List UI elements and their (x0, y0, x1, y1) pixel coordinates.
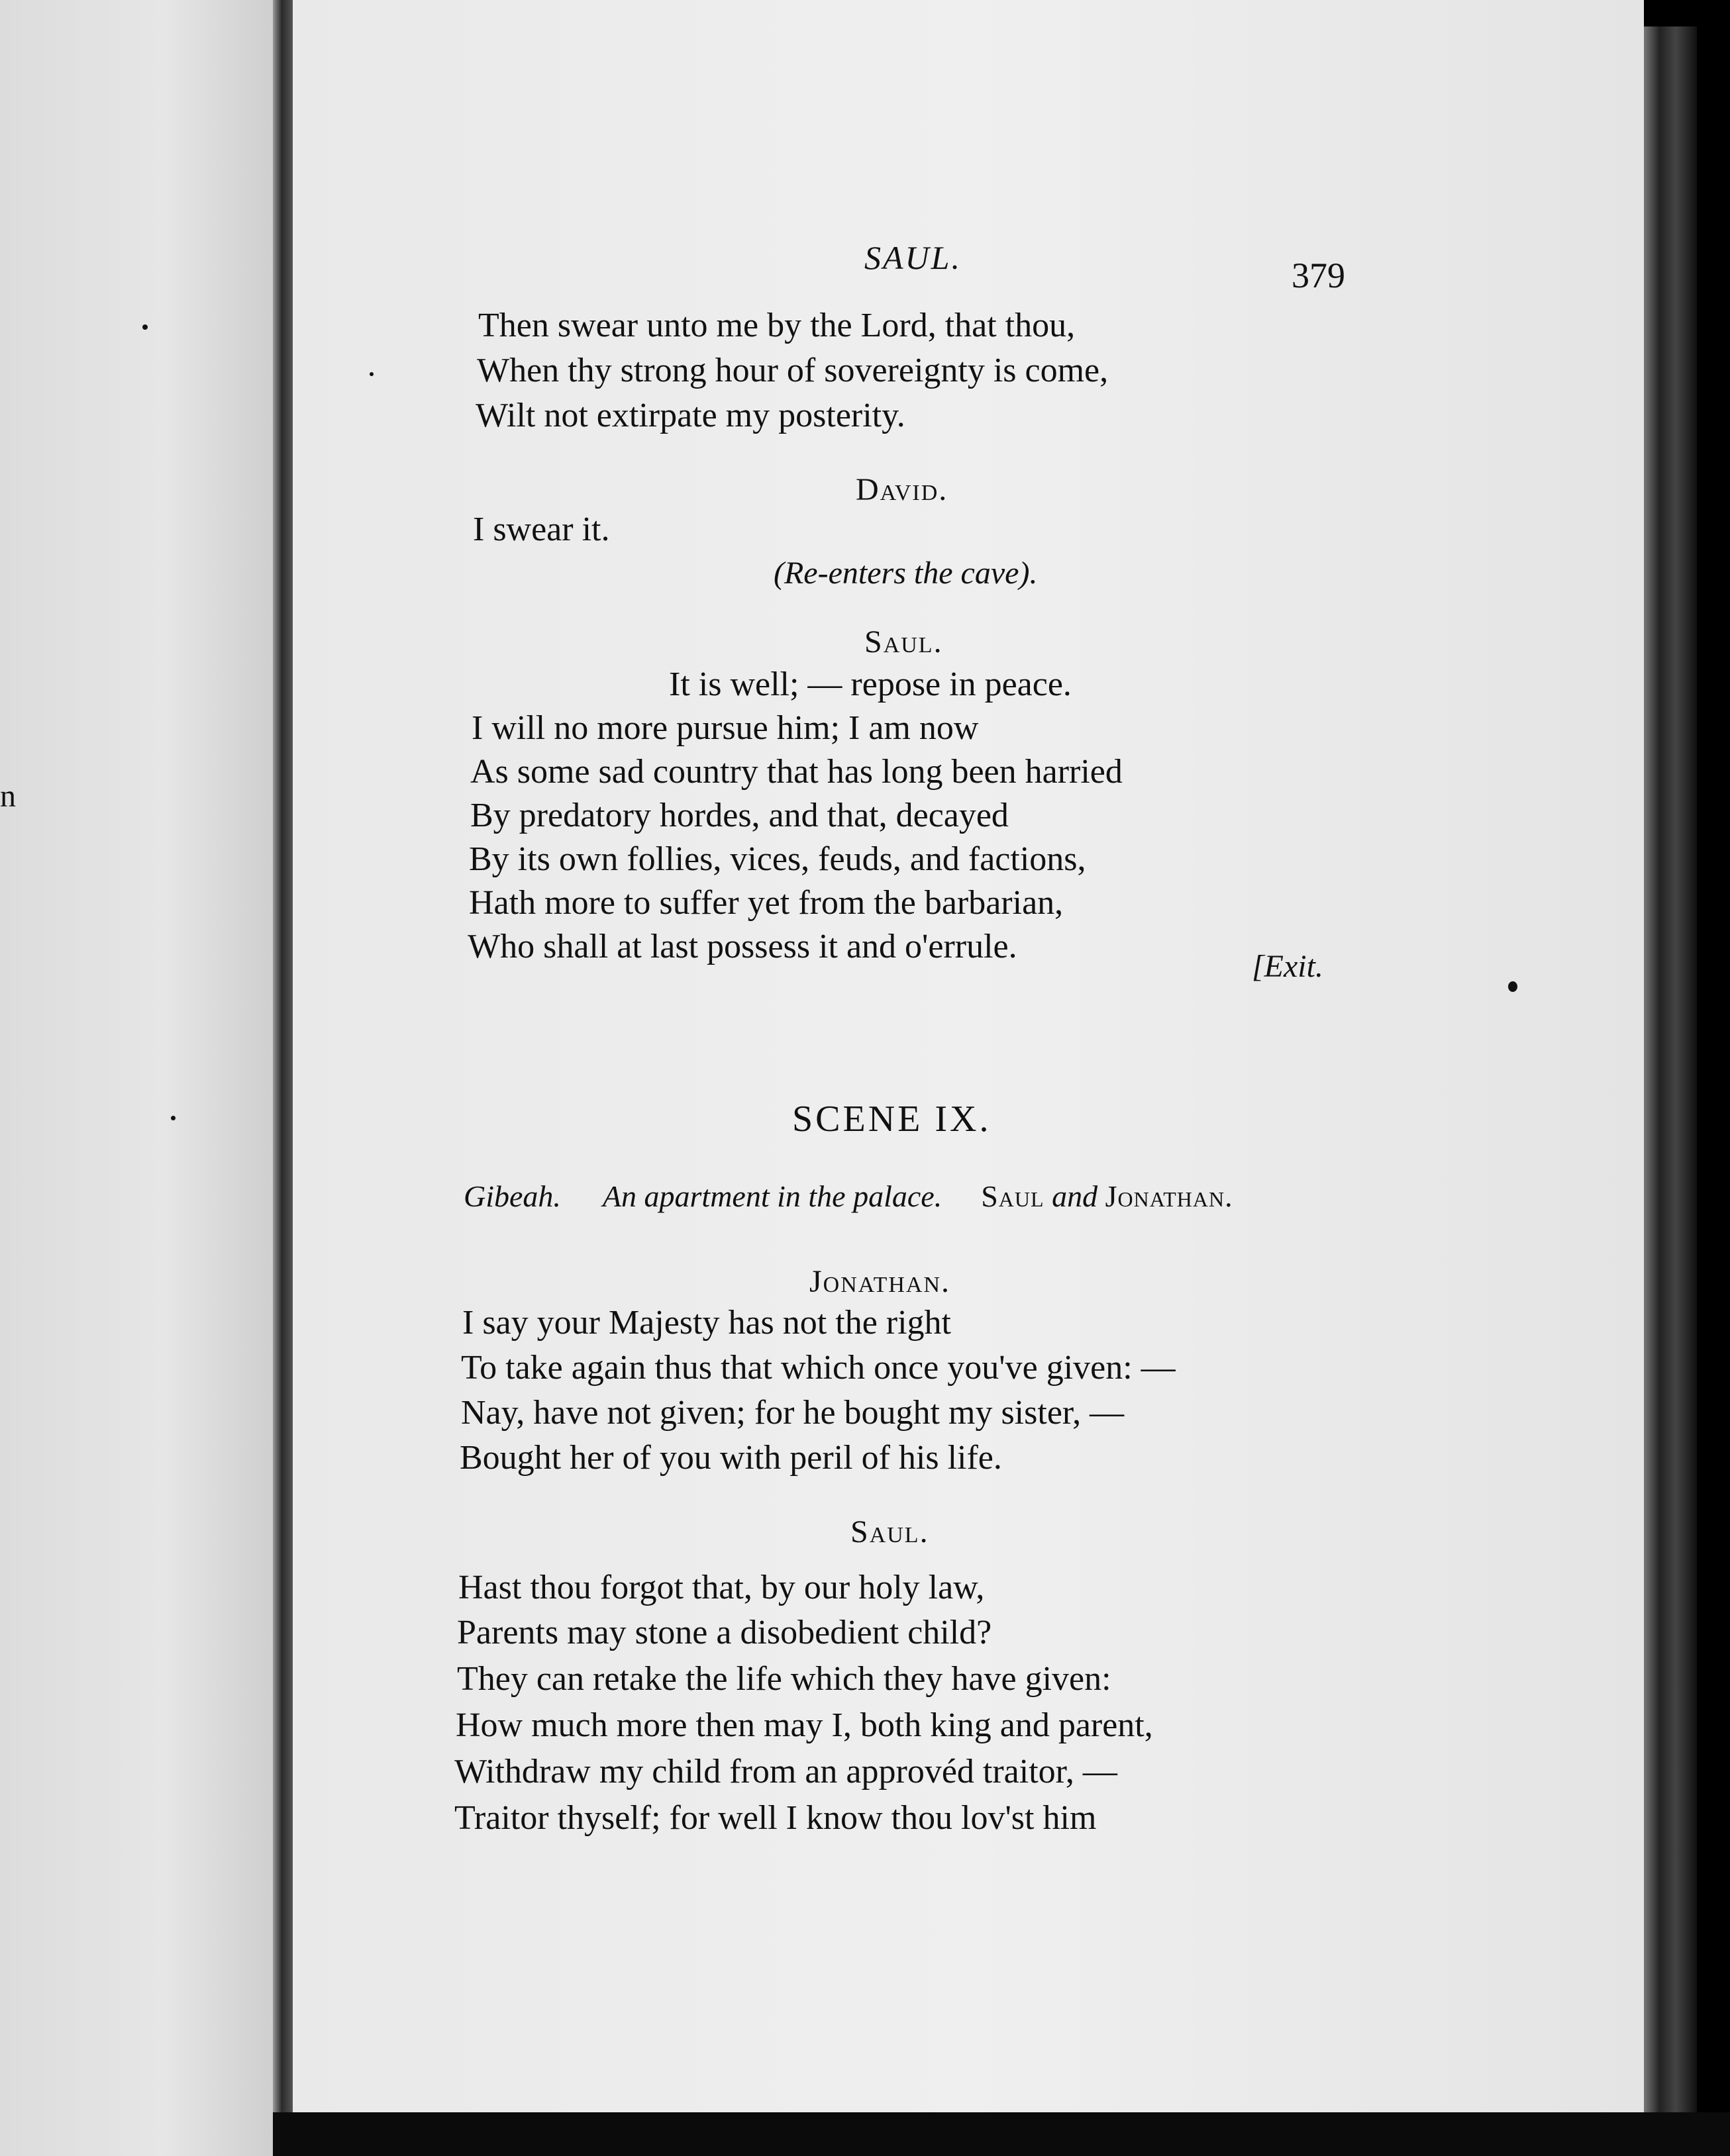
verse-line: Then swear unto me by the Lord, that thou, (478, 307, 1076, 344)
running-title: SAUL. (864, 239, 962, 276)
verse-line: Traitor thyself; for well I know thou lov'st him (454, 1799, 1097, 1837)
verse-line: Wilt not extirpate my posterity. (476, 397, 905, 434)
verse-line: Withdraw my child from an approvéd traitor, — (454, 1753, 1117, 1790)
verse-line: They can retake the life which they have given: (457, 1660, 1111, 1698)
speaker-name: Jonathan. (809, 1264, 951, 1299)
verse-line: When thy strong hour of sovereignty is come, (477, 352, 1109, 389)
scene-heading: SCENE IX. (792, 1099, 992, 1140)
verse-line: I swear it. (473, 511, 610, 548)
verse-line: Bought her of you with peril of his life. (460, 1439, 1002, 1477)
character-name: Saul (981, 1179, 1044, 1213)
verse-line: Parents may stone a disobedient child? (457, 1614, 992, 1651)
verse-line: By its own follies, vices, feuds, and factions, (469, 840, 1086, 878)
left-page-fragment: n (0, 779, 16, 814)
scene-setting (464, 1179, 1233, 1214)
verse-line: I will no more pursue him; I am now (472, 709, 979, 747)
verse-line: As some sad country that has long been harried (470, 753, 1123, 791)
page-edge (1644, 26, 1697, 2119)
verse-line: By predatory hordes, and that, decayed (470, 797, 1009, 834)
verse-line: Hath more to suffer yet from the barbarian, (469, 884, 1064, 922)
verse-line: It is well; — repose in peace. (669, 665, 1072, 703)
character-name: Jonathan. (1105, 1179, 1233, 1213)
stage-direction: (Re-enters the cave). (774, 556, 1038, 591)
left-page (0, 0, 273, 2156)
verse-line: How much more then may I, both king and parent, (456, 1706, 1153, 1744)
scene-and: and (1052, 1179, 1098, 1213)
verse-line: I say your Majesty has not the right (462, 1304, 951, 1342)
speaker-name: Saul. (850, 1514, 929, 1549)
speck (171, 1116, 176, 1120)
speck (370, 372, 374, 376)
book-gutter (273, 0, 293, 2156)
speck (1508, 981, 1517, 992)
verse-line: Nay, have not given; for he bought my sister, — (461, 1394, 1125, 1432)
speck (142, 324, 148, 330)
speaker-name: David. (856, 472, 948, 507)
scene-location: An apartment in the palace. (602, 1179, 942, 1213)
exit-direction: [Exit. (1252, 949, 1323, 984)
page-number: 379 (1292, 256, 1345, 295)
verse-line: To take again thus that which once you've given: — (461, 1349, 1176, 1387)
verse-line: Who shall at last possess it and o'errule. (468, 928, 1017, 965)
scene-place: Gibeah. (464, 1179, 561, 1213)
speaker-name: Saul. (864, 624, 943, 660)
verse-line: Hast thou forgot that, by our holy law, (458, 1569, 985, 1606)
bottom-shadow (273, 2112, 1730, 2156)
